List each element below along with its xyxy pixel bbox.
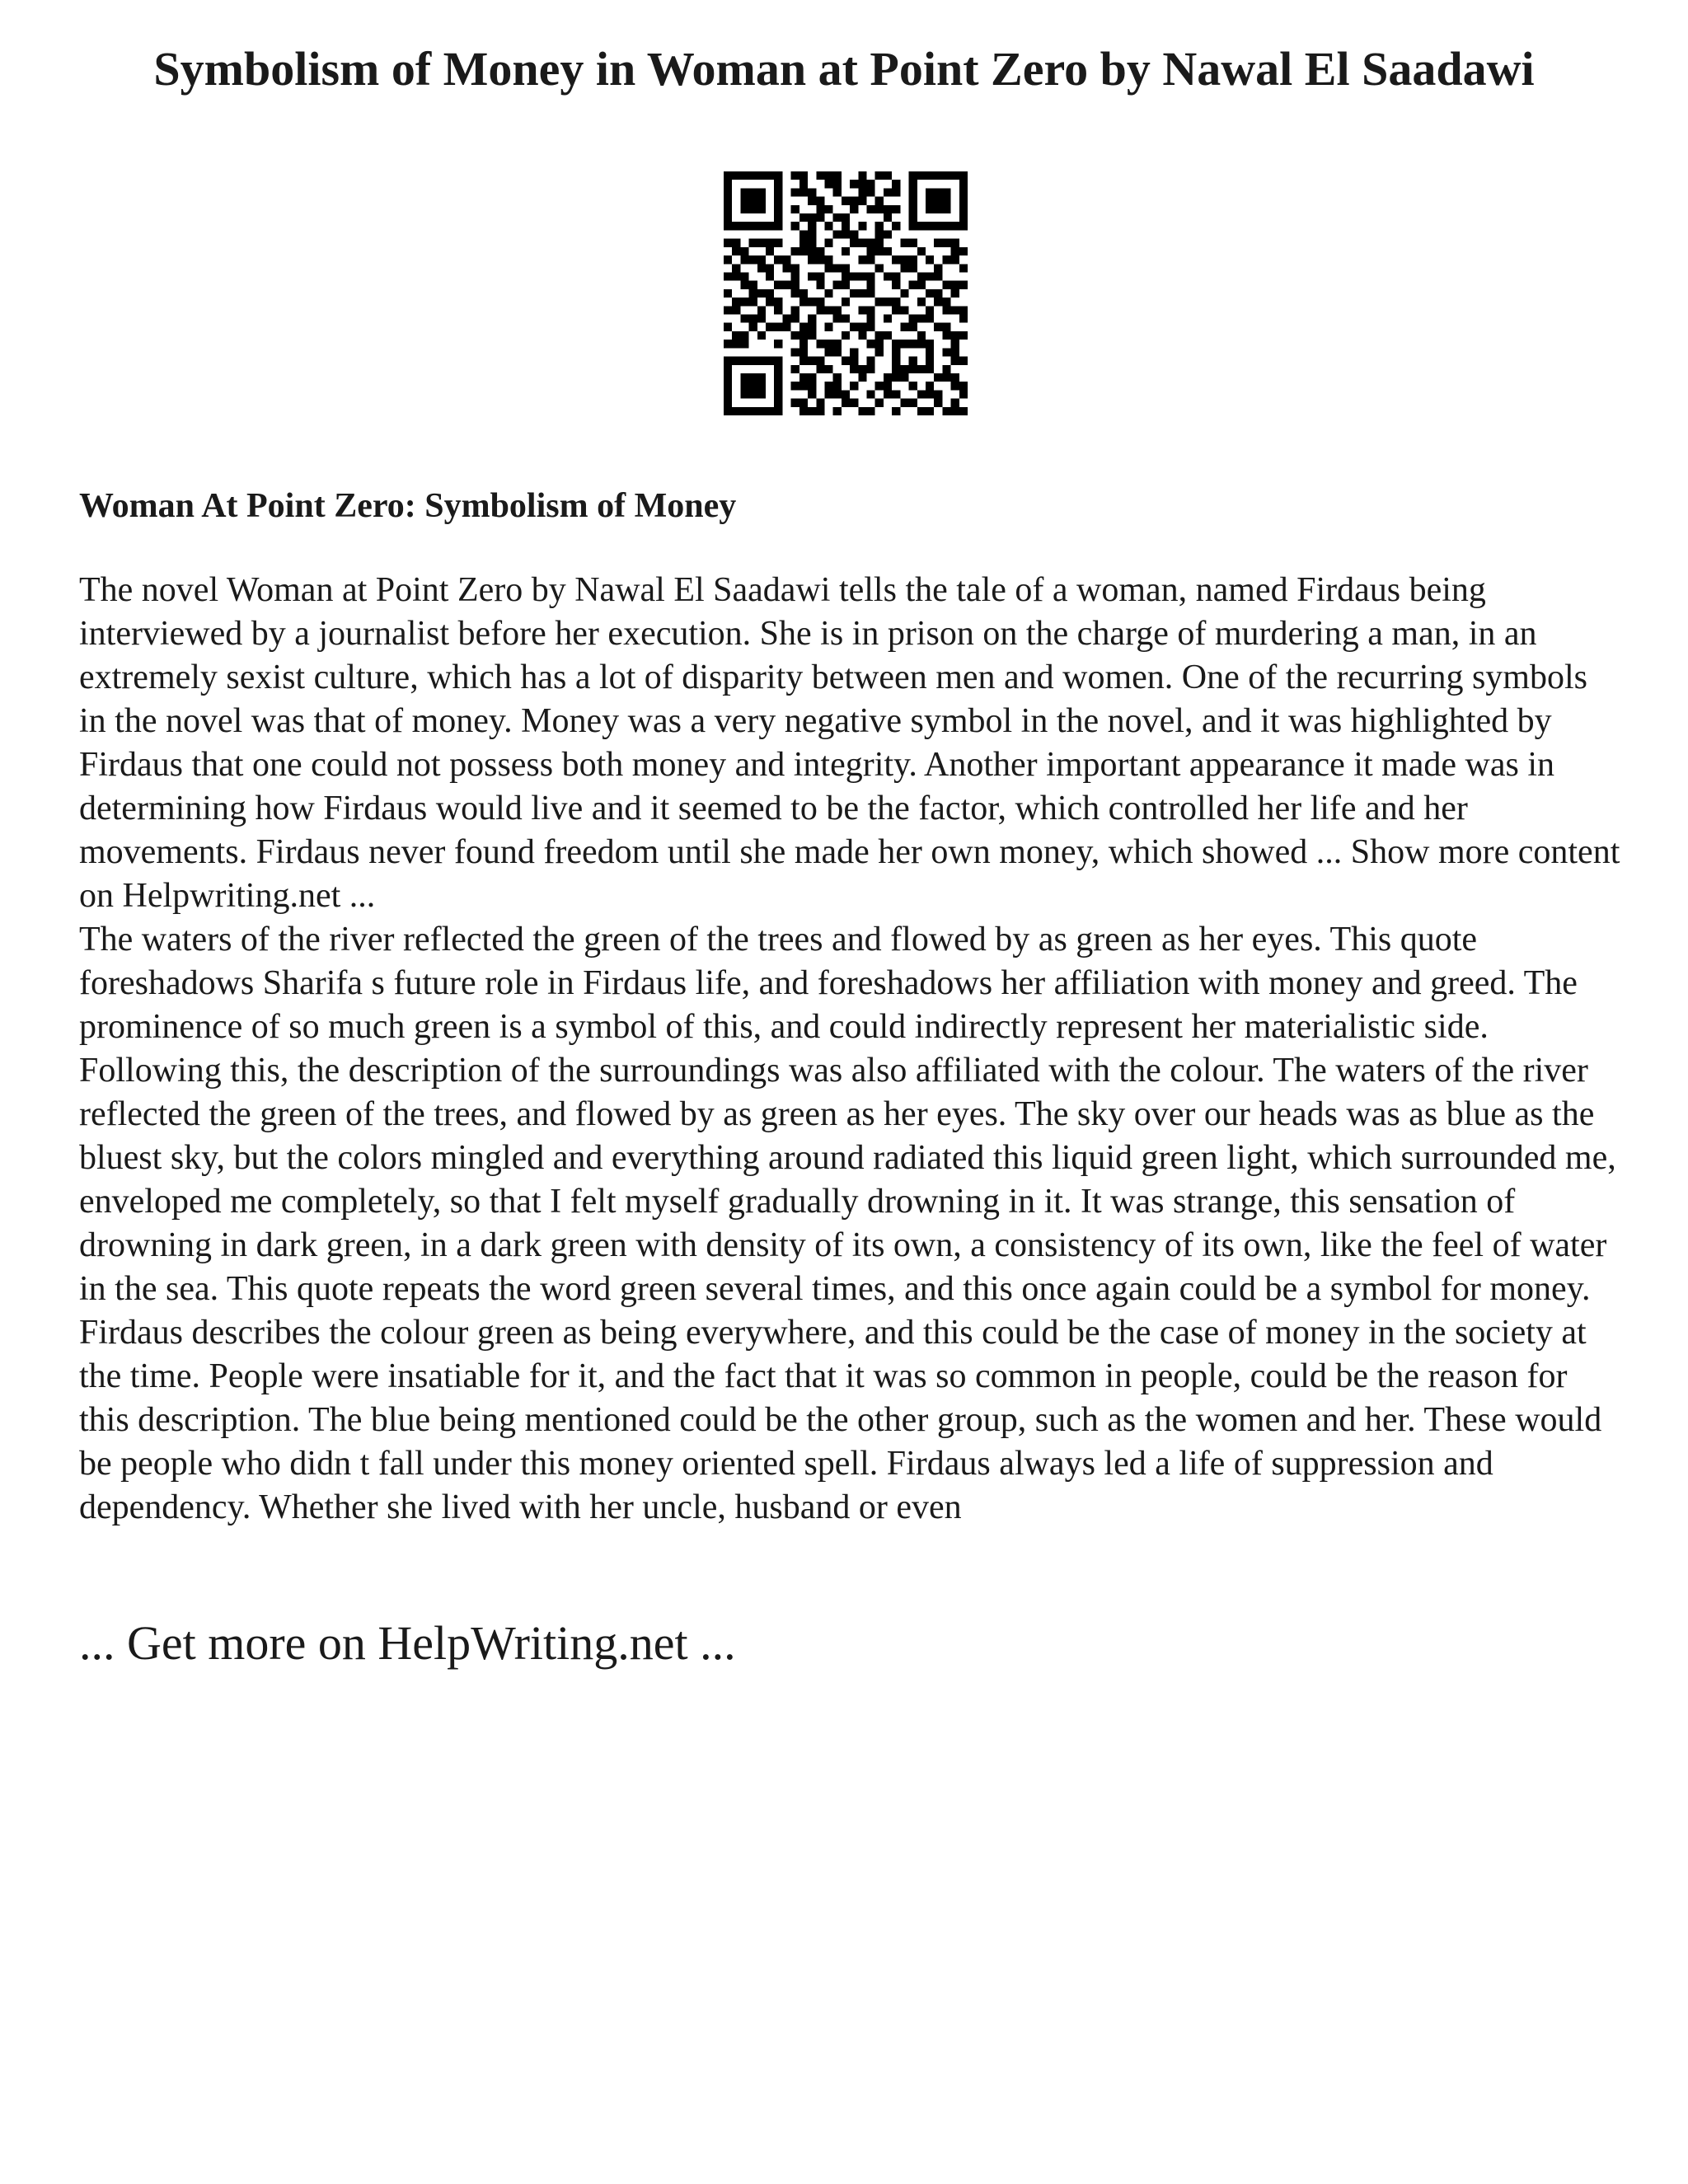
page-title: Symbolism of Money in Woman at Point Zero by Nawal El Saadawi [153,42,1535,96]
body-paragraph: The novel Woman at Point Zero by Nawal El Saadawi tells the tale of a woman, named Firdaus being interviewed by a journalist before her execution. She is in prison on the charge of murdering a man, in an extremely sexist culture, which has a lot of disparity between men and women. One of the recurring symbols in the novel was that of money. Money was a very negative symbol in the novel, and it was highlighted by Firdaus that one could not possess both money and integrity. Another important appearance it made was in determining how Firdaus would live and it seemed to be the factor, which controlled her life and her movements. Firdaus never found freedom until she made her own money, which showed ... Show more content on Helpwriting.net ... [79,571,1620,915]
qr-code-icon [724,171,968,415]
document-subtitle: Woman At Point Zero: Symbolism of Money [79,487,737,525]
body-paragraph: The waters of the river reflected the green of the trees and flowed by as green as her eyes. This quote foreshadows Sharifa s future role in Firdaus life, and foreshadows her affiliation with money and greed. The prominence of so much green is a symbol of this, and could indirectly represent her materialistic side. Following this, the description of the surroundings was also affiliated with the colour. The waters of the river reflected the green of the trees, and flowed by as green as her eyes. The sky over our heads was as blue as the bluest sky, but the colors mingled and everything around radiated this liquid green light, which surrounded me, enveloped me completely, so that I felt myself gradually drowning in it. It was strange, this sensation of drowning in dark green, in a dark green with density of its own, a consistency of its own, like the feel of water in the sea. This quote repeats the word green several times, and this once again could be a symbol for money. Firdaus describes the colour green as being everywhere, and this could be the case of money in the society at the time. People were insatiable for it, and the fact that it was so common in people, could be the reason for this description. The blue being mentioned could be the other group, such as the women and her. These would be people who didn t fall under this money oriented spell. Firdaus always led a life of suppression and dependency. Whether she lived with her uncle, husband or even [79,921,1616,1526]
document-body [79,569,1620,1530]
get-more-link[interactable]: ... Get more on HelpWriting.net ... [79,1616,736,1670]
